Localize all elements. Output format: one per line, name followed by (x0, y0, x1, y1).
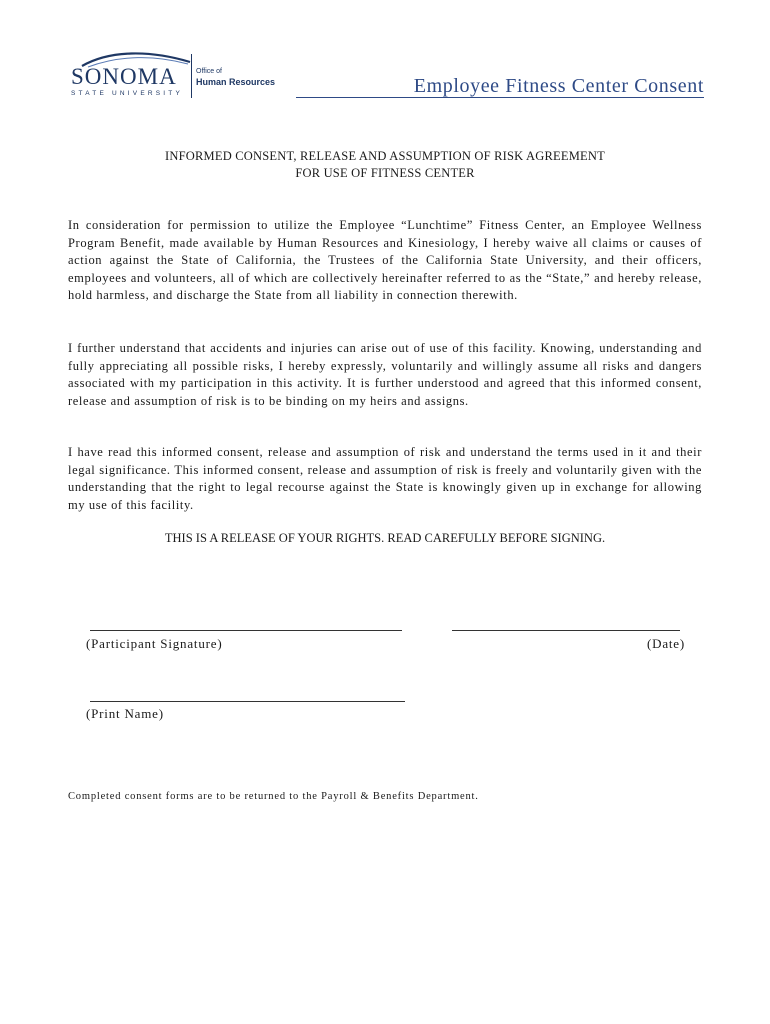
office-label: Office of (196, 68, 222, 75)
consent-paragraph-2: I further understand that accidents and injuries can arise out of use of this facility. Knowing, understanding and fully appreciating all possible risks, I hereby expressly, voluntarily and willingly assume all risks and dangers associated with my participation in this activity. It is further understood and agreed that this informed consent, release and assumption of risk is to be binding on my heirs and assigns. (68, 341, 702, 408)
department-name: Human Resources (196, 77, 276, 87)
date-label: (Date) (647, 636, 685, 651)
participant-signature-label: (Participant Signature) (86, 636, 223, 651)
logo-name: SONOMA (71, 64, 177, 89)
print-name-line[interactable] (90, 701, 405, 702)
title-underline (296, 97, 704, 98)
logo-subtitle: STATE UNIVERSITY (71, 90, 183, 97)
date-line[interactable] (452, 630, 680, 631)
consent-paragraph-1: In consideration for permission to utilize the Employee “Lunchtime” Fitness Center, an Employee Wellness Program Benefit, made available by Human Resources and Kinesiology, I hereby waive all claims or causes of action against the State of California, the Trustees of the California State University, and their officers, employees and volunteers, all of which are collectively hereinafter referred to as the “State,” and hereby release, hold harmless, and discharge the State from all liability in connection therewith. (68, 218, 702, 302)
agreement-heading-line2: FOR USE OF FITNESS CENTER (295, 166, 475, 180)
release-warning: THIS IS A RELEASE OF YOUR RIGHTS. READ CAREFULLY BEFORE SIGNING. (164, 531, 606, 545)
agreement-heading-line1: INFORMED CONSENT, RELEASE AND ASSUMPTION OF RISK AGREEMENT (165, 149, 605, 163)
print-name-label: (Print Name) (86, 706, 164, 721)
return-instructions: Completed consent forms are to be returned to the Payroll & Benefits Department. (68, 791, 479, 802)
university-logo (66, 50, 276, 104)
participant-signature-line[interactable] (90, 630, 402, 631)
consent-paragraph-3: I have read this informed consent, release and assumption of risk and understand the terms used in it and their legal significance. This informed consent, release and assumption of risk is freely and voluntarily given with the understanding that the right to legal recourse against the State is knowingly given up in exchange for allowing my use of this facility. (68, 445, 702, 512)
logo-divider (191, 54, 192, 98)
document-title: Employee Fitness Center Consent (413, 75, 704, 97)
